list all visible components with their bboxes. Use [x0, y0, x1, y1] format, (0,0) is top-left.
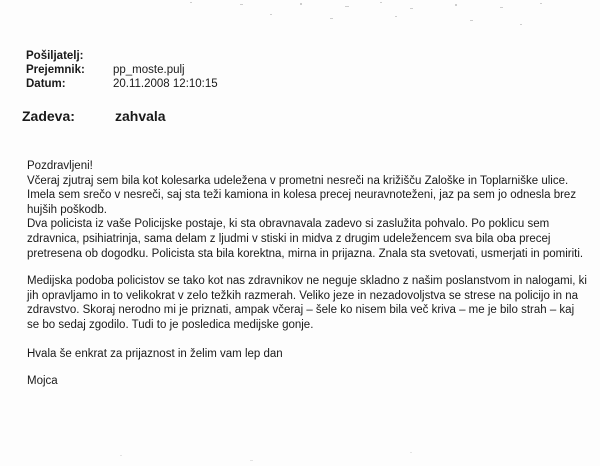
subject-label: Zadeva:	[22, 108, 75, 124]
email-body	[27, 159, 587, 389]
recipient-value: pp_moste.pulj	[113, 64, 185, 76]
date-row	[26, 77, 218, 91]
body-paragraph-media: Medijska podoba policistov se tako kot nas zdravnikov ne neguje skladno z našim poslanstvom in nalogami, ki jih opravljamo in to velikokrat v zelo težkih razmerah. Veliko jeze in nezadovoljstva se strese na policijo in na zdravstvo. Skoraj nerodno mi je priznati, ampak včeraj – šele ko nisem bila več kriva – me je bilo strah – kaj se bo sedaj zgodilo. Tudi to je posledica medijske gonje.	[27, 275, 587, 331]
body-paragraph-accident: Včeraj zjutraj sem bila kot kolesarka udeležena v prometni nesreči na križišču Zaloške in Toplarniške ulice. Imela sem srečo v nesreči, saj sta teži kamiona in kolesa precej neuravnoteženi, jaz pa sem jo odnesla brez hujših poškodb.	[27, 174, 577, 216]
greeting: Pozdravljeni!	[27, 160, 93, 172]
subject-row	[22, 108, 166, 124]
date-value: 20.11.2008 12:10:15	[113, 78, 218, 90]
date-label: Datum:	[26, 78, 66, 90]
email-header	[26, 49, 218, 91]
sender-label: Pošiljatelj:	[26, 50, 84, 62]
recipient-label: Prejemnik:	[26, 64, 85, 76]
closing-line: Hvala še enkrat za prijaznost in želim vam lep dan	[27, 347, 283, 360]
sender-row	[26, 49, 218, 63]
signature: Mojca	[27, 375, 58, 388]
body-paragraph-praise: Dva policista iz vaše Policijske postaje, ki sta obravnavala zadevo si zaslužita pohvalo. Po poklicu sem zdravnica, psihiatrinja, sama delam z ljudmi v stiski in midva z drugim udeležencem sva bila oba precej pretresena ob dogodku. Policista sta bila korektna, mirna in prijazna. Znala sta svetovati, usmerjati in pomiriti.	[27, 218, 584, 260]
recipient-row	[26, 63, 218, 77]
subject-value: zahvala	[115, 108, 166, 124]
